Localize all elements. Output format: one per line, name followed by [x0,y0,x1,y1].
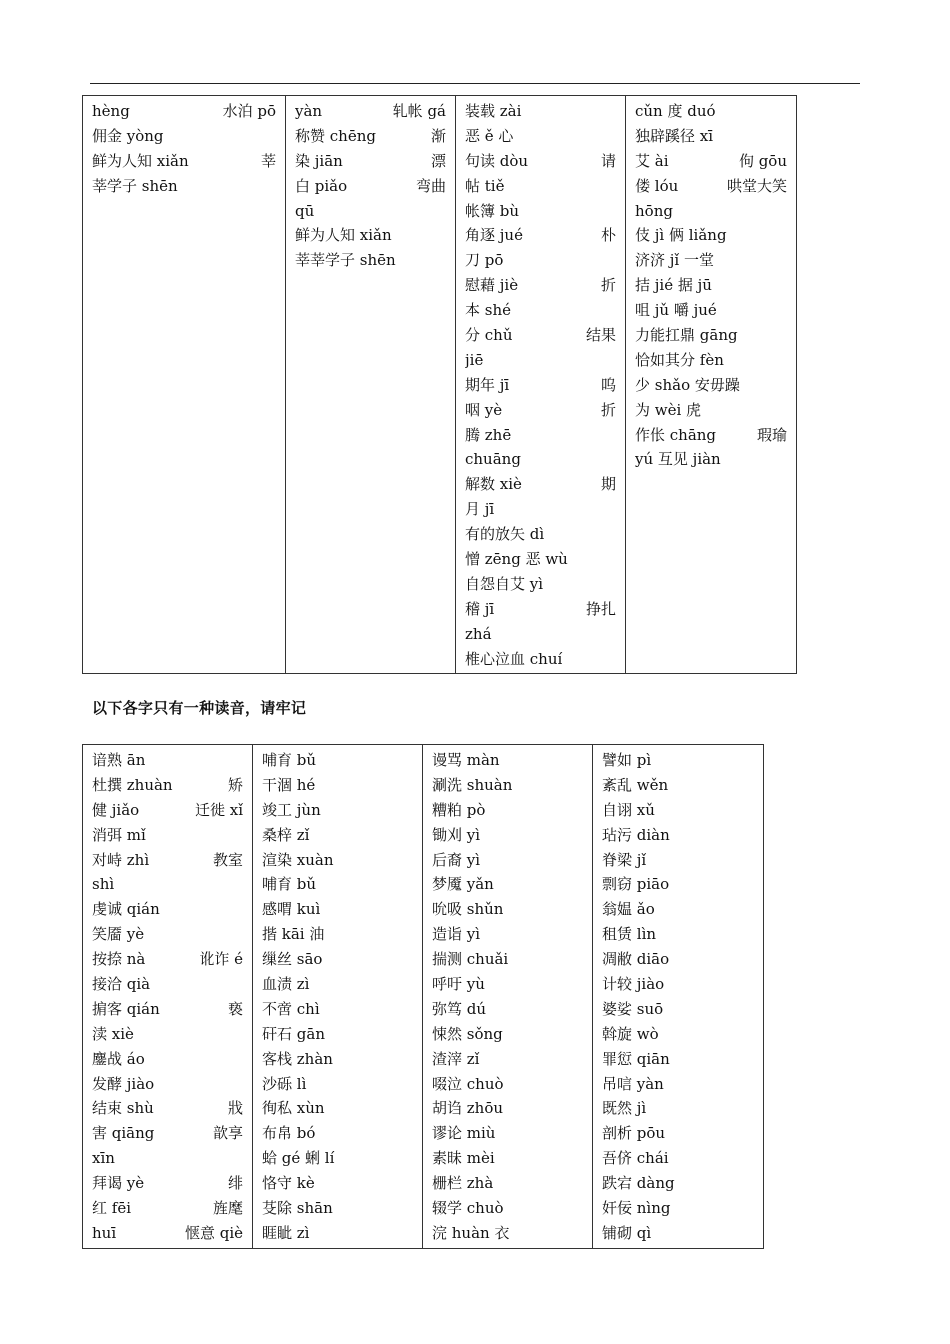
entry-line [602,798,754,823]
entry-text: 布帛 bó [262,1124,316,1143]
entry-line [465,124,616,149]
entry-line [635,273,787,298]
entry-text: 矸石 gān [262,1024,325,1043]
entry-line [432,922,583,947]
entry-text: 分 chǔ [465,326,513,345]
entry-line [465,248,616,273]
entry-line [92,1047,243,1072]
entry-text: 独辟蹊径 xī [635,126,714,145]
entry-text: 稽 jī [465,599,495,618]
table-cell [626,96,797,674]
entry-text: 染 jiān [295,151,343,170]
entry-text: 力能扛鼎 gāng [635,326,738,345]
entry-line [602,773,754,798]
entry-line [602,1022,754,1047]
entry-line [262,1047,413,1072]
entry-text: 发酵 jiào [92,1074,155,1093]
entry-line [602,897,754,922]
entry-text: 谩骂 màn [432,751,500,769]
entry-text: 呼吁 yù [432,975,485,994]
entry-line [92,1146,243,1171]
entry-line [465,647,616,672]
entry-text: 锄刈 yì [432,825,481,844]
entry-text: 睚眦 zì [262,1223,310,1242]
entry-text: huī [92,1223,117,1242]
entry-line [635,149,787,174]
entry-text: 慰藉 jiè [465,276,519,295]
entry-line [295,174,446,199]
entry-line [465,348,616,373]
entry-text: 渲染 xuàn [262,850,334,869]
entry-line [465,273,616,298]
entry-line [465,149,616,174]
entry-text: 譬如 pì [602,751,652,769]
entry-text: 咽 yè [465,400,503,419]
entry-line [635,398,787,423]
entry-text: 解数 xiè [465,475,522,494]
entry-text: 月 jī [465,500,495,519]
entry-line [432,1096,583,1121]
entry-text: 铺砌 qì [602,1223,652,1242]
entry-text: 跌宕 dàng [602,1174,675,1193]
entry-line [635,447,787,472]
entry-line [262,1022,413,1047]
entry-line [92,922,243,947]
entry-line [295,199,446,224]
entry-line [262,748,413,773]
entry-line [602,997,754,1022]
entry-text: 弯曲 [415,176,446,195]
section-heading: 以下各字只有一种读音，请牢记 [92,699,307,717]
entry-text: 胡诌 zhōu [432,1099,504,1118]
entry-text: 呜 [600,375,616,394]
entry-text: 折 [600,276,616,295]
entry-text: xīn [92,1149,115,1168]
pronunciation-table-polyphonic [82,95,797,674]
entry-text: 角逐 jué [465,226,523,245]
entry-text: 鏖战 áo [92,1049,145,1068]
entry-text: 鲜为人知 xiǎn [92,151,189,170]
entry-line [262,848,413,873]
entry-line [92,99,276,124]
entry-text: 期 [600,475,616,494]
entry-line [262,897,413,922]
entry-line [635,298,787,323]
entry-line [432,972,583,997]
entry-text: 本 shé [465,301,512,320]
entry-text: 讹诈 é [199,950,243,969]
entry-text: 后裔 yì [432,850,481,869]
entry-line [92,1121,243,1146]
entry-line [465,323,616,348]
entry-text: 啜泣 chuò [432,1074,504,1093]
entry-text: 吾侪 chái [602,1149,669,1168]
entry-line [92,848,243,873]
entry-text: 漂 [430,151,446,170]
entry-text: 戕 [227,1099,243,1118]
entry-line [635,124,787,149]
entry-text: 朴 [600,226,616,245]
entry-text: 教室 [212,850,243,869]
entry-text: 拮 jié 据 jū [635,276,712,295]
entry-text: qū [295,201,315,220]
entry-line [262,798,413,823]
entry-line [262,997,413,1022]
entry-text: 素昧 mèi [432,1149,495,1168]
entry-text: 玷污 diàn [602,825,670,844]
entry-line [635,373,787,398]
entry-line [262,947,413,972]
entry-text: 糟粕 pò [432,800,486,819]
entry-line [602,922,754,947]
entry-line [262,823,413,848]
entry-line [295,149,446,174]
entry-line [92,1022,243,1047]
entry-text: 罪愆 qiān [602,1049,670,1068]
entry-text: 期年 jī [465,375,510,394]
entry-text: 请 [600,151,616,170]
entry-text: 竣工 jùn [262,800,321,819]
entry-text: 折 [600,400,616,419]
entry-line [295,223,446,248]
entry-text: hōng [635,201,673,220]
entry-text: 对峙 zhì [92,850,150,869]
entry-text: 莘学子 shēn [92,176,178,195]
entry-line [92,1096,243,1121]
entry-text: 掮客 qián [92,999,160,1018]
entry-line [92,149,276,174]
entry-line [262,1171,413,1196]
entry-line [635,423,787,448]
entry-line [432,997,583,1022]
entry-text: 有的放矢 dì [465,525,545,544]
entry-line [432,1146,583,1171]
entry-line [465,223,616,248]
entry-line [602,1121,754,1146]
entry-line [92,897,243,922]
entry-line [432,1047,583,1072]
entry-text: 帖 tiě [465,176,505,195]
entry-text: 渐 [430,126,446,145]
entry-line [432,1121,583,1146]
entry-line [602,947,754,972]
entry-text: 渣滓 zǐ [432,1049,480,1068]
entry-text: 瑕瑜 [756,425,787,444]
entry-line [295,248,446,273]
entry-line [602,748,754,773]
entry-text: 缫丝 sāo [262,950,323,969]
entry-text: 自怨自艾 yì [465,574,544,593]
entry-line [465,447,616,472]
entry-text: 憎 zēng 恶 wù [465,550,568,569]
entry-text: 莘 [260,151,276,170]
entry-line [432,872,583,897]
entry-text: 称赞 chēng [295,126,376,145]
entry-text: 弥笃 dú [432,999,487,1018]
entry-line [432,947,583,972]
entry-text: 旌麾 [212,1199,243,1218]
table-row [83,96,797,674]
entry-line [602,972,754,997]
entry-line [432,1221,583,1246]
entry-line [262,1196,413,1221]
entry-text: 按捺 nà [92,950,146,969]
entry-text: 偻 lóu [635,176,679,195]
entry-text: 惬意 qiè [184,1223,243,1242]
entry-text: 伎 jì 俩 liǎng [635,226,727,245]
entry-text: 不啻 chì [262,999,320,1018]
entry-text: 佝 gōu [738,151,787,170]
entry-text: 恶 ě 心 [465,126,514,145]
entry-line [92,1196,243,1221]
entry-text: 哺育 bǔ [262,751,317,769]
entry-text: 济济 jǐ 一堂 [635,251,714,270]
entry-line [635,248,787,273]
entry-line [262,922,413,947]
entry-line [262,773,413,798]
entry-line [92,798,243,823]
table-row [83,745,764,1249]
table-cell [593,745,764,1249]
table-cell [253,745,423,1249]
entry-line [432,1171,583,1196]
entry-text: 为 wèi 虎 [635,400,702,419]
entry-text: 亵 [227,999,243,1018]
entry-line [465,99,616,124]
entry-text: 桑梓 zǐ [262,825,310,844]
entry-line [262,1221,413,1246]
entry-text: 矫 [227,775,243,794]
entry-text: 红 fēi [92,1199,131,1218]
entry-text: yàn [295,102,323,120]
entry-text: 装载 zài [465,102,522,120]
entry-line [635,323,787,348]
entry-text: yú 互见 jiàn [635,450,721,469]
entry-line [92,1171,243,1196]
entry-line [465,522,616,547]
entry-line [262,1146,413,1171]
entry-line [602,1096,754,1121]
entry-line [465,622,616,647]
entry-text: 水泊 pō [222,102,276,120]
entry-text: 客栈 zhàn [262,1049,333,1068]
entry-line [295,99,446,124]
entry-line [92,1221,243,1246]
entry-text: 既然 jì [602,1099,647,1118]
entry-line [602,1072,754,1097]
entry-line [465,199,616,224]
entry-line [635,199,787,224]
entry-text: 轧帐 gá [392,102,446,120]
entry-text: 消弭 mǐ [92,825,146,844]
entry-text: 结果 [585,326,616,345]
entry-line [602,872,754,897]
entry-text: 佣金 yòng [92,126,164,145]
entry-text: 吮吸 shǔn [432,900,504,919]
entry-text: 哺育 bǔ [262,875,317,894]
entry-text: 蛤 gé 蜊 lí [262,1149,335,1168]
entry-line [635,348,787,373]
table-cell [423,745,593,1249]
entry-line [602,1221,754,1246]
entry-text: 徇私 xùn [262,1099,325,1118]
entry-line [262,1121,413,1146]
entry-line [262,972,413,997]
entry-text: 腾 zhē [465,425,512,444]
table-cell [286,96,456,674]
entry-line [432,1072,583,1097]
entry-line [432,897,583,922]
entry-line [465,423,616,448]
entry-line [92,823,243,848]
entry-text: 渎 xiè [92,1024,134,1043]
entry-text: 婆娑 suō [602,999,664,1018]
entry-text: 谙熟 ān [92,751,146,769]
entry-text: 少 shǎo 安毋躁 [635,375,740,394]
pronunciation-table-single-reading [82,744,764,1249]
entry-text: 结束 shù [92,1099,154,1118]
entry-line [432,748,583,773]
table-cell [83,96,286,674]
entry-line [92,972,243,997]
entry-text: 造诣 yì [432,925,481,944]
entry-text: 凋敝 diāo [602,950,670,969]
entry-text: 歆享 [212,1124,243,1143]
entry-text: 接洽 qià [92,975,151,994]
entry-text: 挣扎 [585,599,616,618]
entry-line [295,124,446,149]
entry-line [465,373,616,398]
entry-text: 租赁 lìn [602,925,657,944]
entry-text: 刀 pō [465,251,504,270]
entry-text: 鲜为人知 xiǎn [295,226,392,245]
entry-line [92,773,243,798]
entry-line [92,872,243,897]
entry-text: 帐簿 bù [465,201,520,220]
entry-text: 恰如其分 fèn [635,350,724,369]
entry-text: 计较 jiào [602,975,665,994]
entry-text: jiē [465,350,484,369]
entry-text: 杜撰 zhuàn [92,775,173,794]
entry-line [432,1022,583,1047]
entry-line [432,773,583,798]
entry-text: 沙砾 lì [262,1074,307,1093]
entry-line [92,997,243,1022]
entry-text: 剽窃 piāo [602,875,670,894]
entry-text: 悚然 sǒng [432,1024,503,1043]
entry-text: 迁徙 xǐ [194,800,243,819]
entry-line [432,1196,583,1221]
entry-text: 笑靥 yè [92,925,145,944]
entry-line [602,1171,754,1196]
entry-text: 哄堂大笑 [726,176,787,195]
entry-text: 栅栏 zhà [432,1174,494,1193]
entry-text: 自诩 xǔ [602,800,655,819]
entry-line [262,1072,413,1097]
entry-line [602,1196,754,1221]
entry-line [602,823,754,848]
entry-text: 斡旋 wò [602,1024,659,1043]
entry-text: 梦魇 yǎn [432,875,494,894]
entry-text: 辍学 chuò [432,1199,504,1218]
entry-text: 血渍 zì [262,975,310,994]
entry-line [465,497,616,522]
entry-line [465,174,616,199]
entry-line [432,823,583,848]
entry-text: 感喟 kuì [262,900,321,919]
entry-text: 句读 dòu [465,151,529,170]
entry-line [465,298,616,323]
entry-text: 干涸 hé [262,775,316,794]
entry-line [602,1047,754,1072]
entry-text: shì [92,875,115,894]
entry-text: 翁媪 ǎo [602,900,655,919]
entry-line [602,1146,754,1171]
entry-text: 揩 kāi 油 [262,925,325,944]
entry-text: 揣测 chuǎi [432,950,509,969]
entry-line [432,848,583,873]
entry-text: 咀 jǔ 嚼 jué [635,301,717,320]
entry-text: 涮洗 shuàn [432,775,513,794]
entry-line [602,848,754,873]
entry-text: 芟除 shān [262,1199,333,1218]
entry-text: hèng [92,102,130,120]
entry-line [262,872,413,897]
entry-text: chuāng [465,450,521,469]
entry-text: 健 jiǎo [92,800,140,819]
entry-text: 恪守 kè [262,1174,315,1193]
entry-line [635,99,787,124]
entry-line [465,547,616,572]
entry-line [92,748,243,773]
entry-line [465,472,616,497]
entry-text: 虔诚 qián [92,900,160,919]
entry-text: 莘莘学子 shēn [295,251,396,270]
entry-line [92,1072,243,1097]
entry-text: 脊梁 jǐ [602,850,647,869]
entry-line [465,597,616,622]
entry-text: 浣 huàn 衣 [432,1223,510,1242]
entry-line [465,398,616,423]
entry-text: 奸佞 nìng [602,1199,671,1218]
entry-text: 紊乱 wěn [602,775,669,794]
entry-text: 拜谒 yè [92,1174,145,1193]
entry-text: 谬论 miù [432,1124,496,1143]
entry-line [262,1096,413,1121]
entry-text: 作伥 chāng [635,425,717,444]
entry-line [465,572,616,597]
entry-text: zhá [465,624,492,643]
entry-line [92,947,243,972]
table-cell [83,745,253,1249]
entry-text: cǔn 度 duó [635,102,716,120]
entry-text: 绯 [227,1174,243,1193]
entry-line [635,223,787,248]
entry-line [92,124,276,149]
entry-text: 白 piǎo [295,176,348,195]
entry-line [92,174,276,199]
entry-line [635,174,787,199]
table-cell [456,96,626,674]
entry-text: 吊唁 yàn [602,1074,664,1093]
header-rule [90,83,860,84]
entry-line [432,798,583,823]
entry-text: 艾 ài [635,151,669,170]
entry-text: 害 qiāng [92,1124,155,1143]
entry-text: 剖析 pōu [602,1124,666,1143]
entry-text: 椎心泣血 chuí [465,649,563,668]
